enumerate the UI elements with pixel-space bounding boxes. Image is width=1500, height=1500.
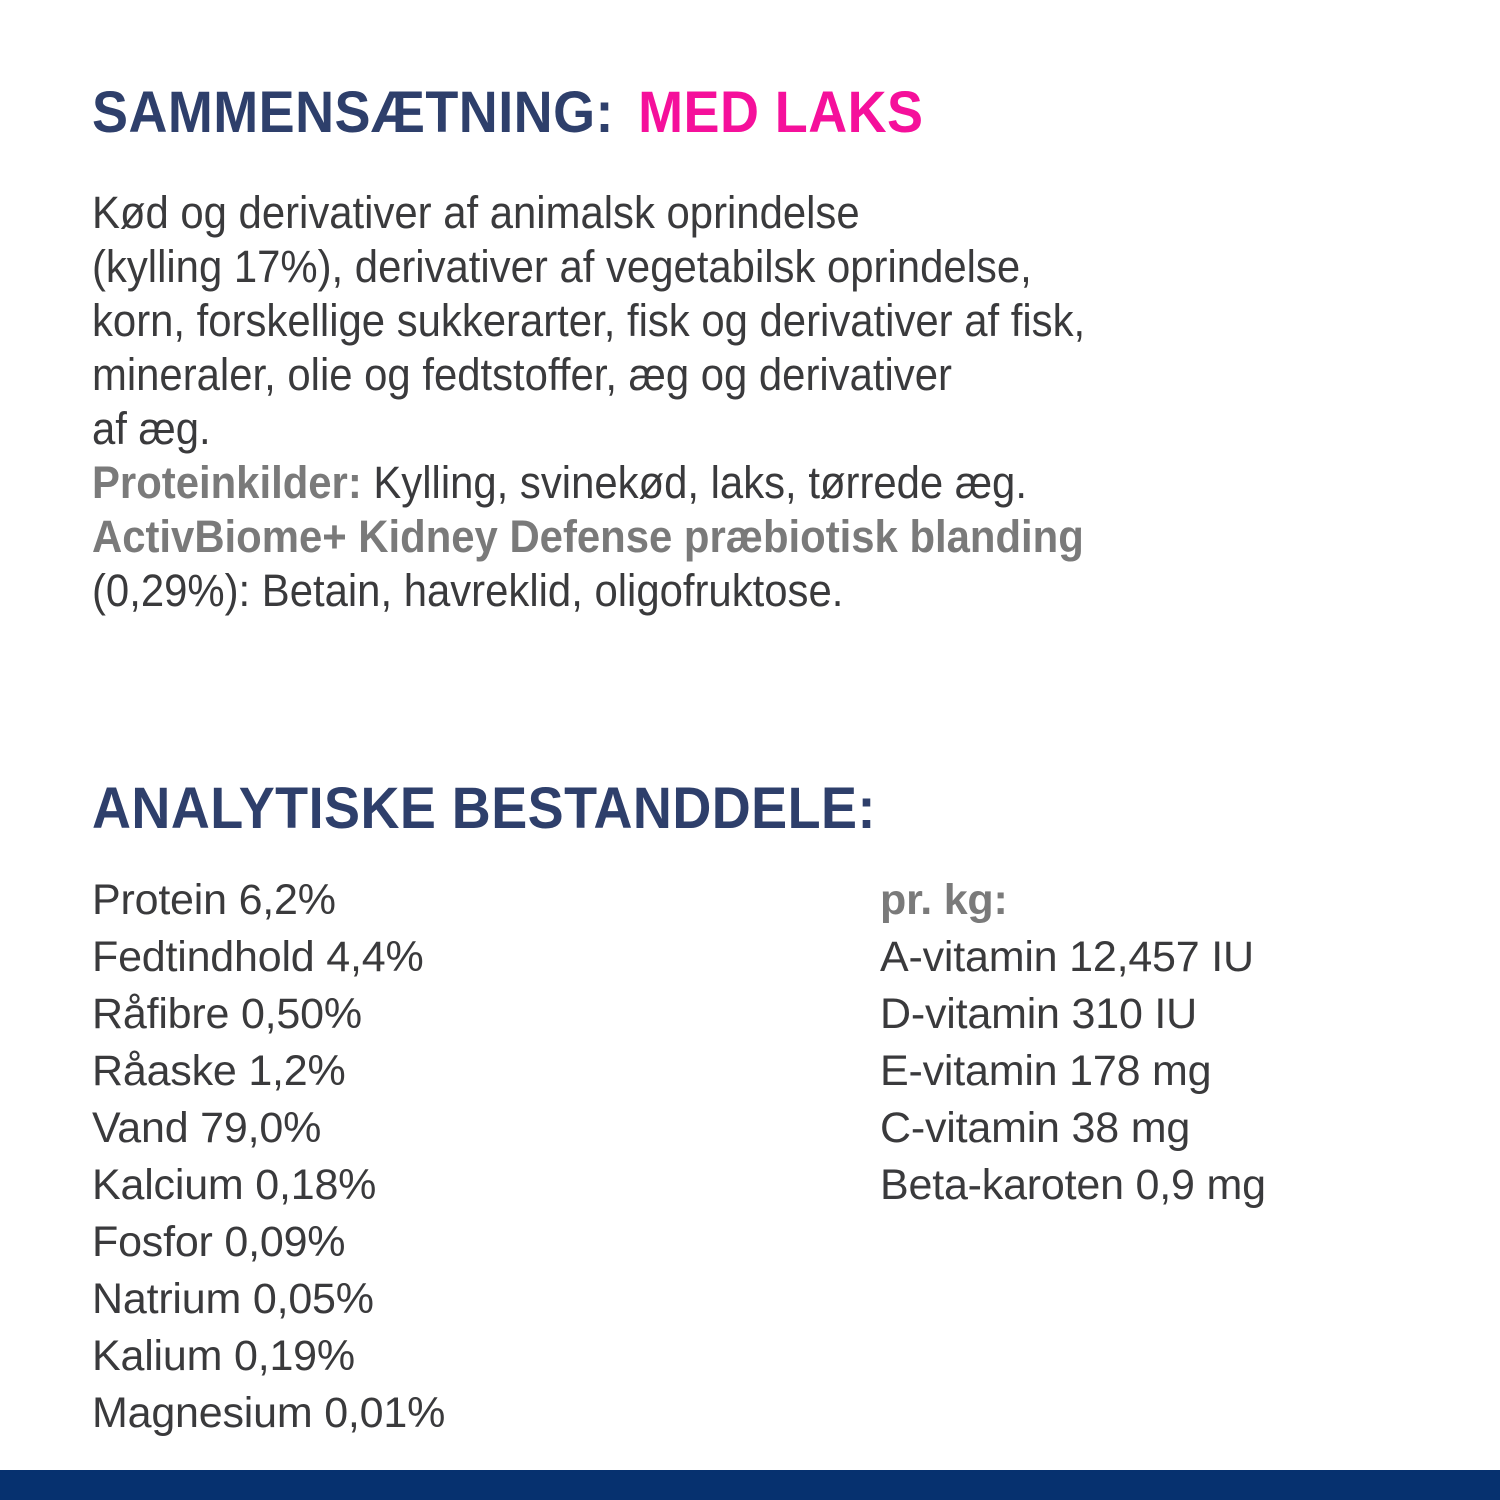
per-kilogram-header: pr. kg:	[880, 876, 1008, 924]
analysis-row: Råaske 1,2%	[92, 1047, 346, 1095]
composition-heading	[92, 80, 924, 145]
analysis-row: Beta-karoten 0,9 mg	[880, 1161, 1266, 1209]
analysis-right-column	[880, 872, 1266, 1214]
ingredient-line: mineraler, olie og fedtstoffer, æg og derivativer	[92, 349, 952, 400]
analysis-left-column	[92, 872, 445, 1442]
analysis-row: Fedtindhold 4,4%	[92, 933, 424, 981]
analysis-row: Magnesium 0,01%	[92, 1389, 446, 1437]
activbiome-label: ActivBiome+ Kidney Defense præbiotisk blanding	[92, 511, 1084, 562]
ingredient-line: Kød og derivativer af animalsk oprindelse	[92, 187, 860, 238]
ingredient-line: (kylling 17%), derivativer af vegetabilsk oprindelse,	[92, 241, 1032, 292]
ingredients-paragraph	[92, 186, 1375, 618]
analytical-constituents-heading	[92, 776, 876, 841]
analysis-row: Kalcium 0,18%	[92, 1161, 377, 1209]
analysis-row: C-vitamin 38 mg	[880, 1104, 1191, 1152]
analysis-row: Fosfor 0,09%	[92, 1218, 346, 1266]
analysis-row: Vand 79,0%	[92, 1104, 322, 1152]
analysis-row: D-vitamin 310 IU	[880, 990, 1198, 1038]
analysis-row: E-vitamin 178 mg	[880, 1047, 1212, 1095]
ingredient-line: korn, forskellige sukkerarter, fisk og derivativer af fisk,	[92, 295, 1086, 346]
analytical-constituents-heading-label: ANALYTISKE BESTANDDELE:	[92, 776, 876, 841]
analysis-row: Protein 6,2%	[92, 876, 336, 924]
protein-sources-label: Proteinkilder:	[92, 457, 362, 508]
analysis-row: Natrium 0,05%	[92, 1275, 374, 1323]
protein-sources-value: Kylling, svinekød, laks, tørrede æg.	[361, 457, 1027, 508]
ingredient-line: af æg.	[92, 403, 211, 454]
composition-heading-accent: MED LAKS	[638, 80, 924, 145]
analysis-row: Råfibre 0,50%	[92, 990, 362, 1038]
composition-heading-main: SAMMENSÆTNING:	[92, 80, 614, 145]
protein-sources-line	[92, 456, 1375, 510]
analysis-row: A-vitamin 12,457 IU	[880, 933, 1254, 981]
bottom-brand-bar	[0, 1470, 1500, 1500]
analysis-row: Kalium 0,19%	[92, 1332, 355, 1380]
activbiome-value: (0,29%): Betain, havreklid, oligofruktose.	[92, 565, 844, 616]
